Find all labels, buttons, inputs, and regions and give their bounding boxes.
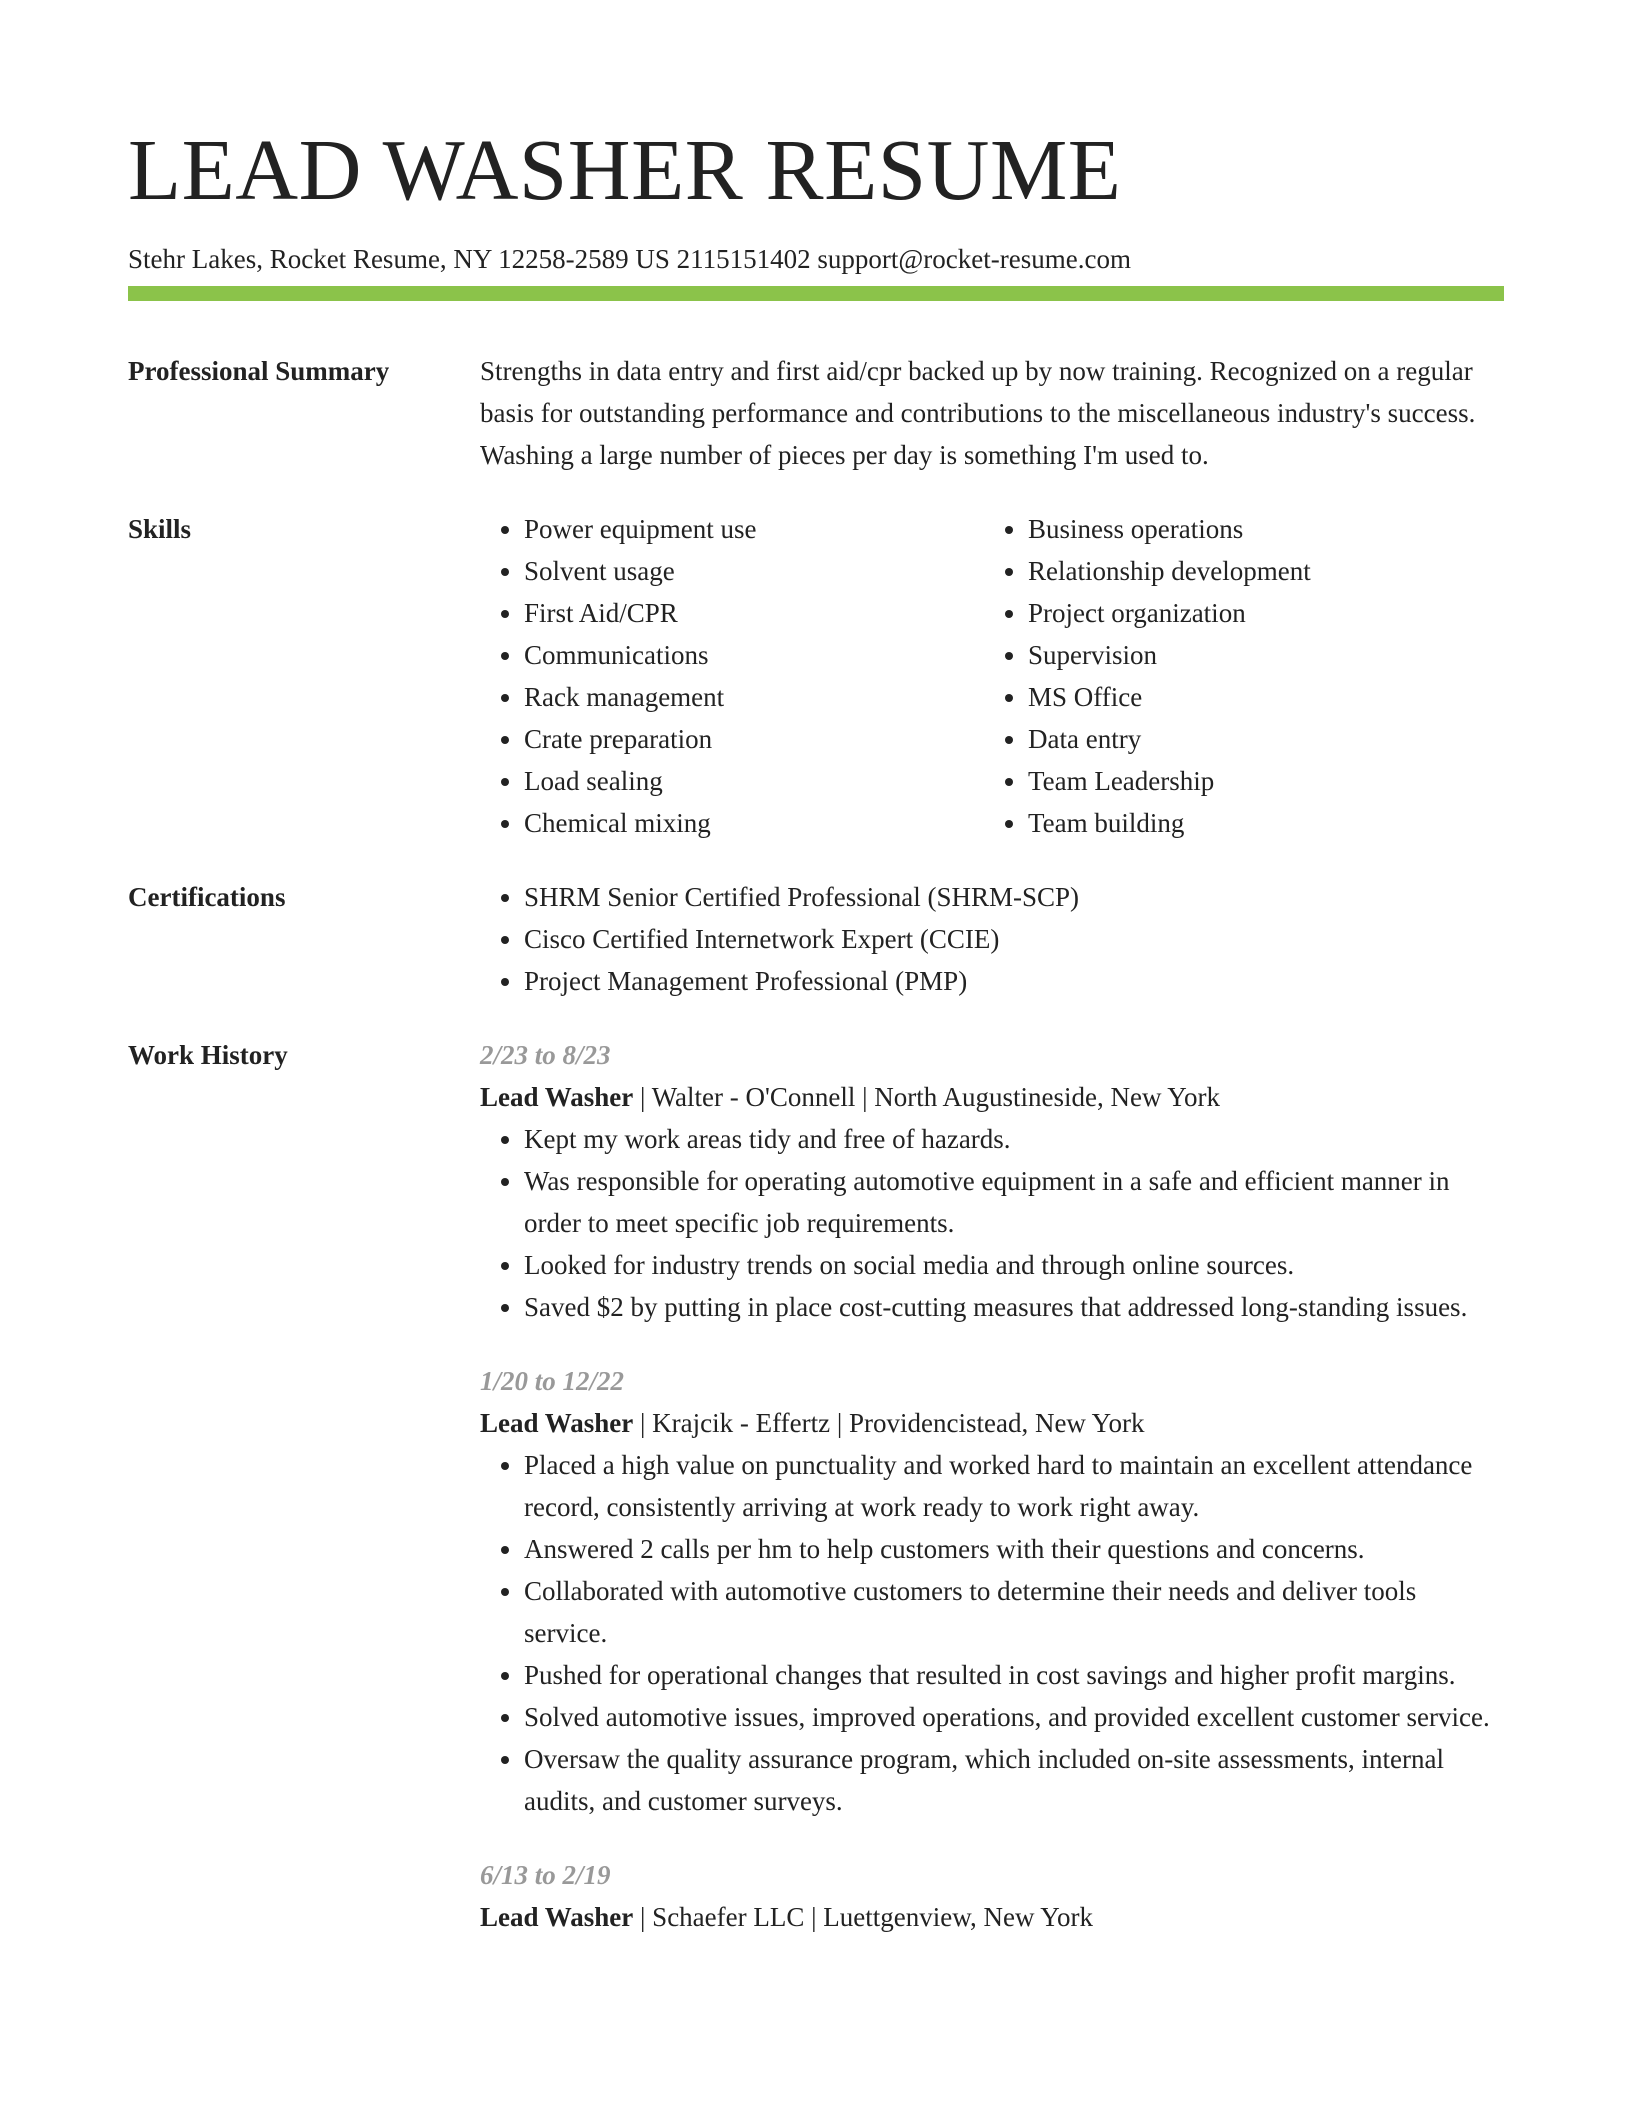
- job-bullet: • Was responsible for operating automotive equipment in a safe and efficient manner in order to meet specific job requirements.: [524, 1160, 1504, 1244]
- job-bullet: • Answered 2 calls per hm to help customers with their questions and concerns.: [524, 1528, 1504, 1570]
- job-role: Lead Washer: [480, 1408, 634, 1438]
- section-title: Work History: [128, 1040, 288, 1070]
- summary-section: [128, 350, 1504, 476]
- skill-item: • MS Office: [1028, 676, 1488, 718]
- job-details: | Schaefer LLC | Luettgenview, New York: [633, 1902, 1093, 1932]
- job-bullets: [480, 1118, 1504, 1328]
- job-entry: [480, 1034, 1504, 1328]
- job-bullet: • Saved $2 by putting in place cost-cutting measures that addressed long-standing issues.: [524, 1286, 1504, 1328]
- certifications-section: [128, 876, 1504, 1002]
- skill-item: • Supervision: [1028, 634, 1488, 676]
- certification-item: • Project Management Professional (PMP): [524, 960, 1504, 1002]
- job-details: | Krajcik - Effertz | Providencistead, New York: [633, 1408, 1145, 1438]
- skill-item: • Load sealing: [524, 760, 984, 802]
- job-details: | Walter - O'Connell | North Augustineside, New York: [633, 1082, 1220, 1112]
- job-role: Lead Washer: [480, 1902, 634, 1932]
- job-dates: 6/13 to 2/19: [480, 1860, 611, 1890]
- skill-item: • Business operations: [1028, 508, 1488, 550]
- skill-item: • Data entry: [1028, 718, 1488, 760]
- skill-item: • Team Leadership: [1028, 760, 1488, 802]
- job-bullet: • Solved automotive issues, improved operations, and provided excellent customer service.: [524, 1696, 1504, 1738]
- job-title-line: [480, 1896, 1504, 1938]
- job-bullet: • Pushed for operational changes that resulted in cost savings and higher profit margins.: [524, 1654, 1504, 1696]
- job-bullet: • Placed a high value on punctuality and worked hard to maintain an excellent attendance record, consistently arriving at work ready to work right away.: [524, 1444, 1504, 1528]
- skills-section: [128, 508, 1504, 844]
- skill-item: • Solvent usage: [524, 550, 984, 592]
- skills-column-right: [984, 508, 1488, 844]
- skill-item: • Communications: [524, 634, 984, 676]
- job-dates: 1/20 to 12/22: [480, 1366, 625, 1396]
- section-title: Certifications: [128, 882, 286, 912]
- certification-item: • SHRM Senior Certified Professional (SHRM-SCP): [524, 876, 1504, 918]
- skill-item: • Crate preparation: [524, 718, 984, 760]
- section-body: [480, 350, 1504, 476]
- accent-divider: [128, 286, 1504, 301]
- summary-text: Strengths in data entry and first aid/cpr backed up by now training. Recognized on a regular basis for outstanding performance and contributions to the miscellaneous industry's success. Washing a large number of pieces per day is something I'm used to.: [480, 356, 1476, 470]
- job-role: Lead Washer: [480, 1082, 634, 1112]
- skill-item: • First Aid/CPR: [524, 592, 984, 634]
- skills-list-left: [480, 508, 984, 844]
- job-bullet: • Oversaw the quality assurance program, which included on-site assessments, internal audits, and customer surveys.: [524, 1738, 1504, 1822]
- skill-item: • Chemical mixing: [524, 802, 984, 844]
- skills-columns: [480, 508, 1504, 844]
- skills-list-right: [984, 508, 1488, 844]
- job-dates: 2/23 to 8/23: [480, 1040, 611, 1070]
- job-bullet: • Kept my work areas tidy and free of hazards.: [524, 1118, 1504, 1160]
- certifications-list: [480, 876, 1504, 1002]
- skill-item: • Relationship development: [1028, 550, 1488, 592]
- work-history-section: [128, 1034, 1504, 1970]
- skill-item: • Team building: [1028, 802, 1488, 844]
- skill-item: • Project organization: [1028, 592, 1488, 634]
- job-entry: [480, 1854, 1504, 1938]
- resume-title: LEAD WASHER RESUME: [128, 121, 1122, 218]
- job-bullet: • Looked for industry trends on social media and through online sources.: [524, 1244, 1504, 1286]
- skills-column-left: [480, 508, 984, 844]
- job-title-line: [480, 1402, 1504, 1444]
- job-title-line: [480, 1076, 1504, 1118]
- section-body: [480, 876, 1504, 1002]
- section-body: [480, 1034, 1504, 1970]
- job-bullet: • Collaborated with automotive customers to determine their needs and deliver tools service.: [524, 1570, 1504, 1654]
- section-body: [480, 508, 1504, 844]
- section-title: Skills: [128, 514, 192, 544]
- skill-item: • Power equipment use: [524, 508, 984, 550]
- certification-item: • Cisco Certified Internetwork Expert (CCIE): [524, 918, 1504, 960]
- job-entry: [480, 1360, 1504, 1822]
- skill-item: • Rack management: [524, 676, 984, 718]
- job-bullets: [480, 1444, 1504, 1822]
- contact-line: Stehr Lakes, Rocket Resume, NY 12258-2589 US 2115151402 support@rocket-resume.com: [128, 244, 1131, 274]
- resume-header: [128, 118, 1504, 276]
- section-title: Professional Summary: [128, 356, 390, 386]
- resume-content: [128, 350, 1504, 2002]
